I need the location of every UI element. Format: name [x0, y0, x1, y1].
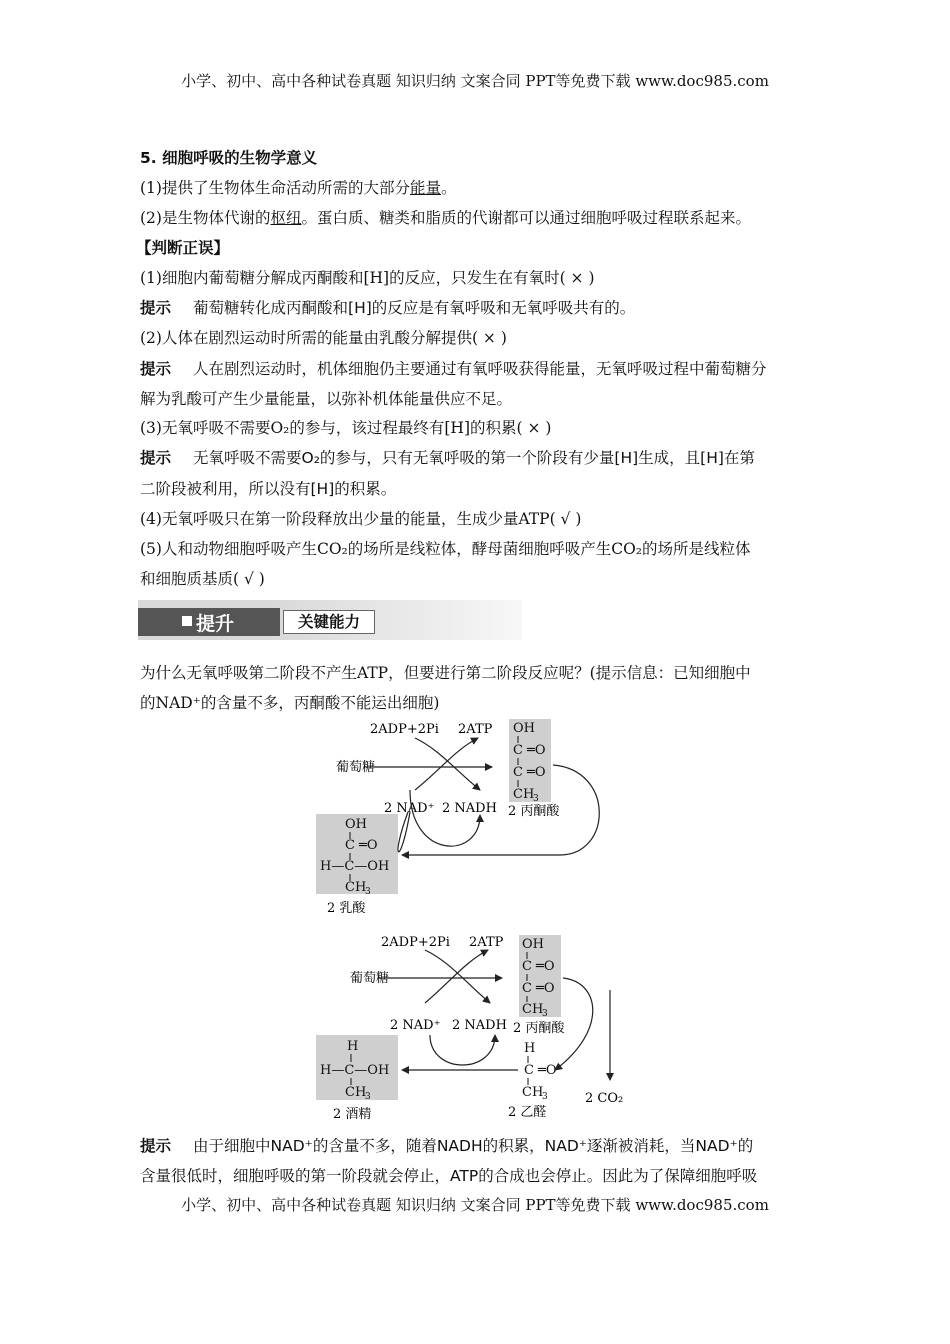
adp-label: 2ADP+2Pi	[370, 722, 439, 737]
square-bullet-icon	[182, 616, 192, 626]
svg-text:OH: OH	[522, 937, 544, 952]
svg-text:3: 3	[542, 1009, 548, 1019]
nad-label: 2 NAD⁺	[390, 1018, 441, 1033]
svg-text:C: C	[522, 959, 532, 974]
svg-text:═O: ═O	[536, 981, 555, 996]
svg-text:H—C—OH: H—C—OH	[320, 859, 390, 874]
answer-hint: 提示 由于细胞中NAD⁺的含量不多，随着NADH的积累，NAD⁺逐渐被消耗，当NAD⁺的	[140, 1137, 754, 1155]
acetaldehyde-label: 2 乙醛	[508, 1105, 547, 1120]
judge-hint-3: 提示 无氧呼吸不需要O₂的参与，只有无氧呼吸的第一个阶段有少量[H]生成，且[H]在第	[140, 449, 755, 467]
banner-label: 提升	[196, 613, 235, 635]
svg-text:H—C—OH: H—C—OH	[320, 1063, 390, 1078]
svg-text:═O: ═O	[536, 959, 555, 974]
svg-text:OH: OH	[345, 817, 367, 832]
svg-text:CH: CH	[345, 1085, 367, 1100]
svg-text:═O: ═O	[359, 838, 378, 853]
judge-hint-1: 提示 葡萄糖转化成丙酮酸和[H]的反应是有氧呼吸和无氧呼吸共有的。	[140, 299, 636, 317]
adp-label: 2ADP+2Pi	[381, 935, 450, 950]
judge-q4: (4)无氧呼吸只在第一阶段释放出少量的能量，生成少量ATP( √ )	[140, 510, 582, 528]
judge-q5: (5)人和动物细胞呼吸产生CO₂的场所是线粒体，酵母菌细胞呼吸产生CO₂的场所是线粒体	[140, 540, 751, 558]
svg-text:C: C	[345, 838, 355, 853]
svg-text:3: 3	[533, 794, 539, 804]
acetaldehyde-structure	[522, 1041, 556, 1102]
svg-text:═O: ═O	[527, 743, 546, 758]
svg-text:CH: CH	[522, 1002, 544, 1017]
svg-text:CH: CH	[345, 880, 367, 895]
svg-text:3: 3	[365, 1092, 371, 1102]
svg-text:3: 3	[365, 887, 371, 897]
page-header: 小学、初中、高中各种试卷真题 知识归纳 文案合同 PPT等免费下载 www.doc985.com	[181, 72, 769, 90]
paragraph-1: (1)提供了生物体生命活动所需的大部分能量。	[140, 179, 457, 197]
svg-text:═O: ═O	[527, 765, 546, 780]
judge-title: 【判断正误】	[136, 239, 230, 257]
judge-q2: (2)人体在剧烈运动时所需的能量由乳酸分解提供( × )	[140, 329, 507, 347]
judge-hint-2: 提示 人在剧烈运动时，机体细胞仍主要通过有氧呼吸获得能量，无氧呼吸过程中葡萄糖分	[140, 360, 767, 378]
judge-hint-2-cont: 解为乳酸可产生少量能量，以弥补机体能量供应不足。	[140, 390, 513, 408]
question-text-cont: 的NAD⁺的含量不多，丙酮酸不能运出细胞)	[140, 694, 440, 712]
glucose-label: 葡萄糖	[350, 971, 390, 986]
pyruvate-label: 2 丙酮酸	[513, 1021, 565, 1036]
nadh-label: 2 NADH	[452, 1018, 507, 1033]
svg-text:C: C	[522, 981, 532, 996]
question-text: 为什么无氧呼吸第二阶段不产生ATP，但要进行第二阶段反应呢？(提示信息：已知细胞中	[140, 664, 751, 682]
lactic-fermentation-diagram	[300, 715, 620, 920]
judge-hint-3-cont: 二阶段被利用，所以没有[H]的积累。	[140, 480, 397, 498]
judge-q1: (1)细胞内葡萄糖分解成丙酮酸和[H]的反应，只发生在有氧时( × )	[140, 269, 595, 287]
atp-label: 2ATP	[458, 722, 493, 737]
glucose-label: 葡萄糖	[336, 760, 376, 775]
nadh-label: 2 NADH	[442, 801, 497, 816]
atp-label: 2ATP	[469, 935, 504, 950]
svg-text:C: C	[513, 765, 523, 780]
answer-hint-cont: 含量很低时，细胞呼吸的第一阶段就会停止，ATP的合成也会停止。因此为了保障细胞呼吸	[140, 1167, 758, 1185]
svg-text:C: C	[524, 1063, 534, 1078]
alcohol-fermentation-diagram	[300, 930, 640, 1125]
svg-text:CH: CH	[522, 1085, 544, 1100]
svg-text:C: C	[513, 743, 523, 758]
section-banner	[138, 600, 522, 640]
pyruvate-label: 2 丙酮酸	[508, 804, 560, 819]
lactate-label: 2 乳酸	[327, 901, 366, 916]
paragraph-2: (2)是生物体代谢的枢纽。蛋白质、糖类和脂质的代谢都可以通过细胞呼吸过程联系起来。	[140, 209, 751, 227]
judge-q3: (3)无氧呼吸不需要O₂的参与，该过程最终有[H]的积累( × )	[140, 419, 552, 437]
co2-label: 2 CO₂	[585, 1091, 624, 1106]
ethanol-label: 2 酒精	[333, 1107, 372, 1122]
svg-text:═O: ═O	[538, 1063, 557, 1078]
svg-text:OH: OH	[513, 721, 535, 736]
section-title: 5. 细胞呼吸的生物学意义	[140, 149, 318, 167]
judge-q5-cont: 和细胞质基质( √ )	[140, 570, 265, 588]
svg-text:H: H	[524, 1041, 536, 1056]
page-footer: 小学、初中、高中各种试卷真题 知识归纳 文案合同 PPT等免费下载 www.doc985.com	[181, 1196, 769, 1214]
svg-text:3: 3	[542, 1092, 548, 1102]
banner-subtitle: 关键能力	[283, 610, 375, 634]
svg-text:H: H	[347, 1039, 359, 1054]
svg-text:CH: CH	[513, 787, 535, 802]
nad-label: 2 NAD⁺	[384, 801, 435, 816]
